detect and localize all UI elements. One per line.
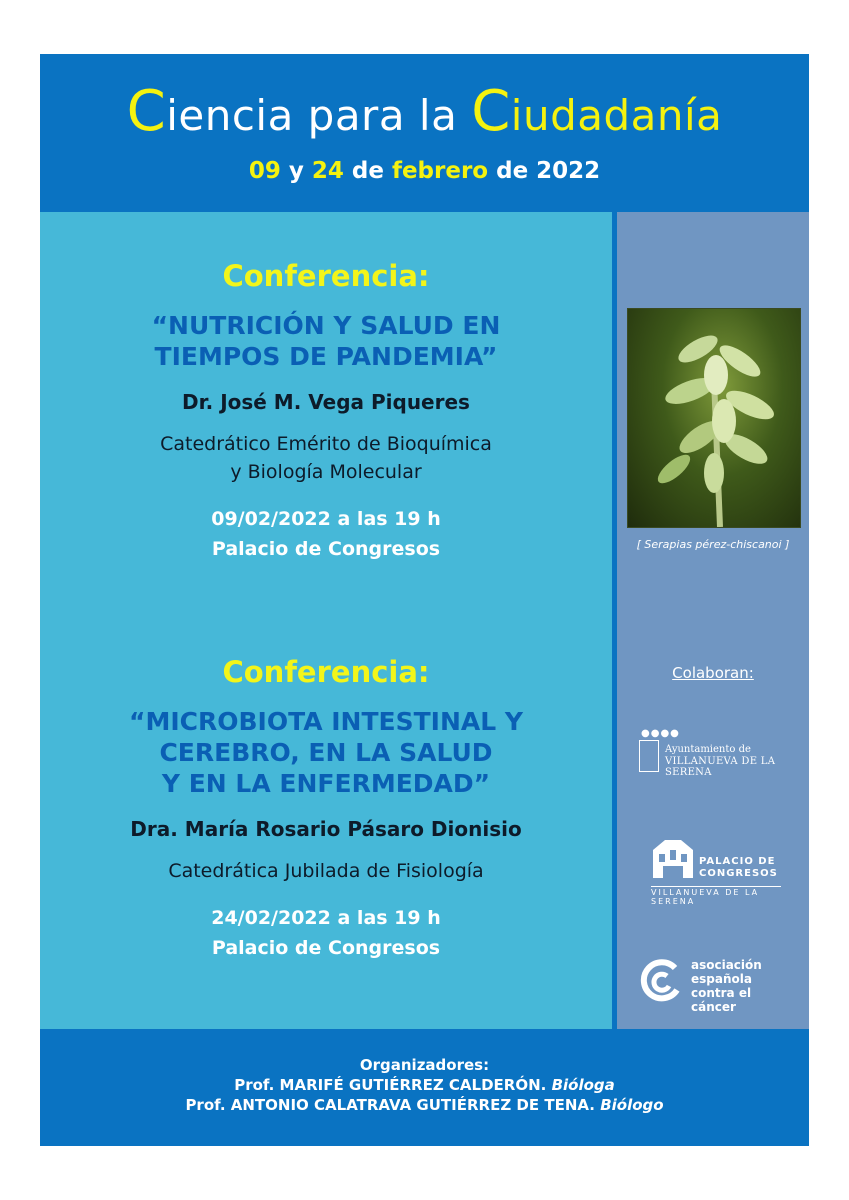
dots-icon: ●●●● (641, 728, 680, 739)
event-dates: 09 y 24 de febrero de 2022 (248, 158, 601, 184)
building-icon (651, 836, 695, 880)
header-band (40, 54, 809, 212)
conference-title: “NUTRICIÓN Y SALUD EN TIEMPOS DE PANDEMIA” (151, 311, 501, 371)
organizer-1: Prof. MARIFÉ GUTIÉRREZ CALDERÓN. Bióloga (234, 1076, 615, 1094)
speaker-name: Dr. José M. Vega Piqueres (182, 390, 470, 414)
organizers-heading: Organizadores: (359, 1056, 490, 1074)
ayuntamiento-logo: ●●●● Ayuntamiento de VILLANUEVA DE LA SERENA (641, 728, 776, 778)
shield-icon (639, 740, 659, 772)
conference-time: 24/02/2022 a las 19 h Palacio de Congresos (211, 907, 441, 959)
photo-caption: [ Serapias pérez-chiscanoi ] (636, 538, 790, 551)
conference-2 (40, 652, 612, 963)
palacio-logo: PALACIO DE CONGRESOS VILLANUEVA DE LA SERENA (651, 836, 781, 896)
collaborators-label: Colaboran: (672, 664, 754, 682)
orchid-flower-icon (628, 309, 800, 527)
sidebar (617, 212, 809, 1029)
organizer-2: Prof. ANTONIO CALATRAVA GUTIÉRREZ DE TENA. Biólogo (185, 1096, 664, 1114)
speaker-role: Catedrática Jubilada de Fisiología (168, 860, 484, 882)
speaker-role: Catedrático Emérito de Bioquímica y Biología Molecular (160, 433, 492, 483)
poster-title: Ciencia para la Ciudadanía (126, 79, 723, 144)
conference-label: Conferencia: (222, 655, 430, 689)
speaker-name: Dra. María Rosario Pásaro Dionisio (130, 817, 522, 841)
conferences-panel (40, 212, 612, 1029)
aecc-ring-icon (639, 958, 683, 1002)
conference-title: “MICROBIOTA INTESTINAL Y CEREBRO, EN LA SALUD Y EN LA ENFERMEDAD” (129, 707, 523, 798)
aecc-logo: asociación española contra el cáncer (639, 954, 799, 1004)
conference-label: Conferencia: (222, 259, 430, 293)
conference-time: 09/02/2022 a las 19 h Palacio de Congresos (211, 508, 441, 560)
poster (40, 54, 809, 1146)
conference-1 (40, 256, 612, 564)
orchid-photo (627, 308, 801, 528)
footer-band (40, 1029, 809, 1146)
